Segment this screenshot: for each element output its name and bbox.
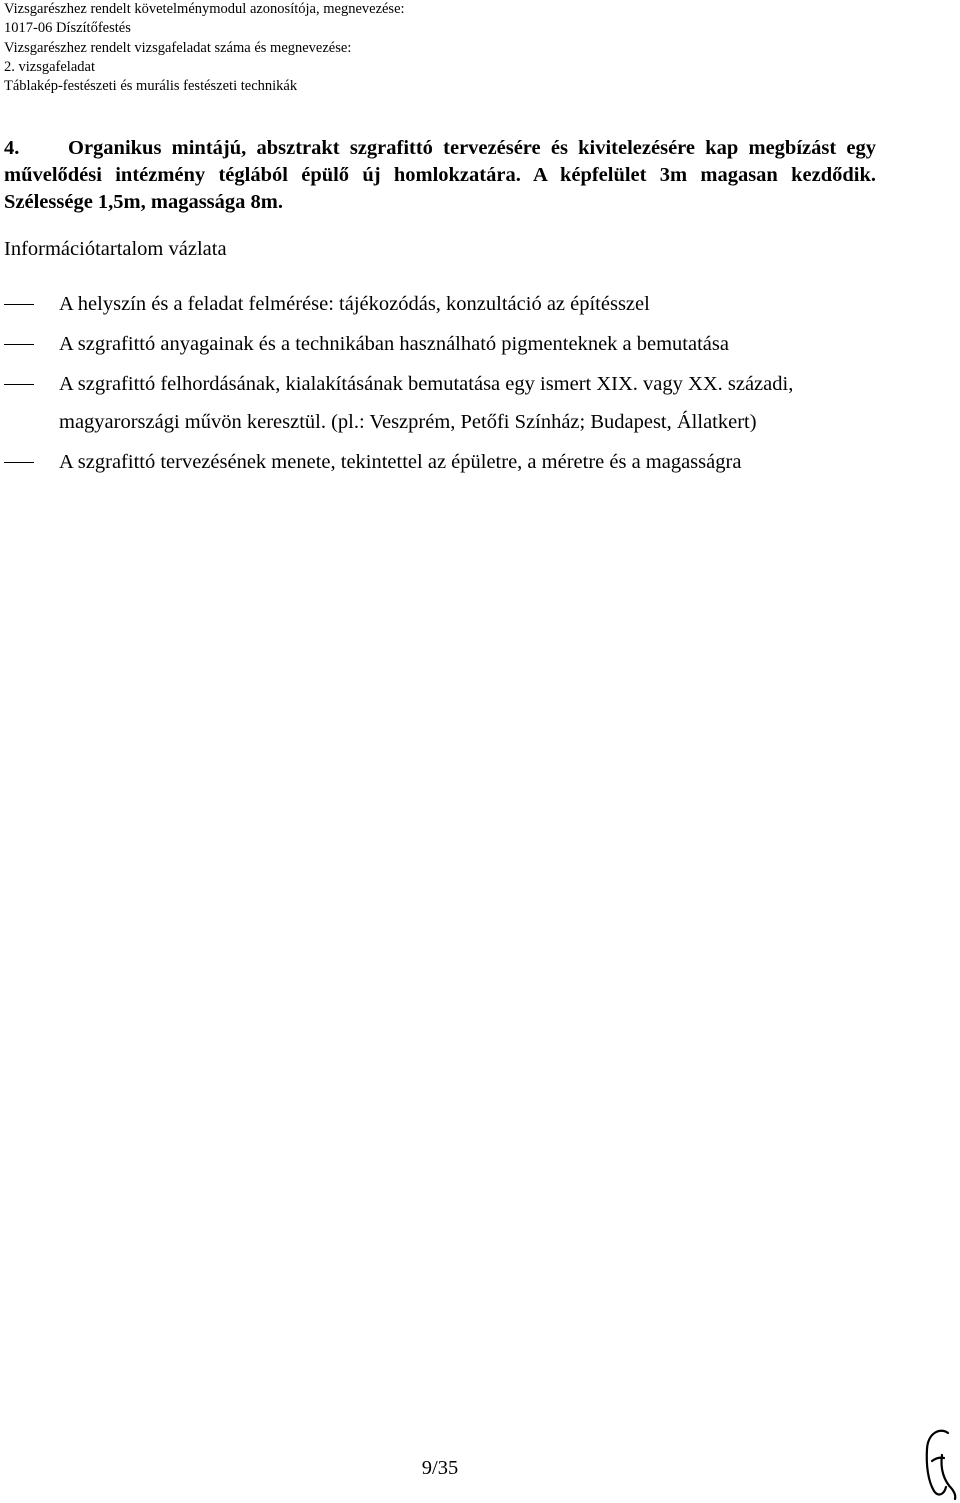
- list-item-text: A szgrafittó felhordásának, kialakításának bemutatása egy ismert XIX. vagy XX. századi, magyarországi művön keresztül. (pl.: Veszprém, Petőfi Színház; Budapest, Állatkert): [59, 373, 794, 433]
- document-header: [4, 0, 405, 96]
- header-module-name: 1017-06 Díszítőfestés: [4, 20, 131, 37]
- list-item: [4, 365, 859, 441]
- list-item-text: A szgrafittó anyagainak és a technikában használható pigmenteknek a bemutatása: [59, 333, 729, 355]
- outline-title: Információtartalom vázlata: [4, 238, 227, 260]
- header-task-number: 2. vizsgafeladat: [4, 58, 95, 75]
- list-item-text: A helyszín és a feladat felmérése: tájékozódás, konzultáció az építésszel: [59, 293, 650, 315]
- header-module-label: Vizsgarészhez rendelt követelménymodul azonosítója, megnevezése:: [4, 1, 405, 17]
- list-item: [4, 443, 904, 481]
- dash-bullet-icon: [4, 462, 34, 464]
- list-item-text: A szgrafittó tervezésének menete, tekintettel az épületre, a méretre és a magasságra: [59, 451, 742, 473]
- task-number: 4.: [4, 137, 20, 159]
- list-item: [4, 325, 904, 363]
- header-task-name: Táblakép-festészeti és murális festészeti technikák: [4, 78, 298, 95]
- dash-bullet-icon: [4, 304, 34, 306]
- list-item: [4, 285, 904, 323]
- dash-bullet-icon: [4, 384, 34, 386]
- page-number: 9/35: [421, 1457, 459, 1479]
- task-description: [4, 135, 876, 216]
- header-task-label: Vizsgarészhez rendelt vizsgafeladat száma és megnevezése:: [4, 39, 352, 56]
- task-text: Organikus mintájú, absztrakt szgrafittó tervezésére és kivitelezésére kap megbízást egy művelődési intézmény téglából épülő új homlokzatára. A képfelület 3m magasan kezdődik. Szélessége 1,5m, magassága 8m.: [4, 137, 876, 213]
- outline-list: [4, 285, 904, 483]
- signature-icon: [918, 1425, 958, 1501]
- dash-bullet-icon: [4, 344, 34, 346]
